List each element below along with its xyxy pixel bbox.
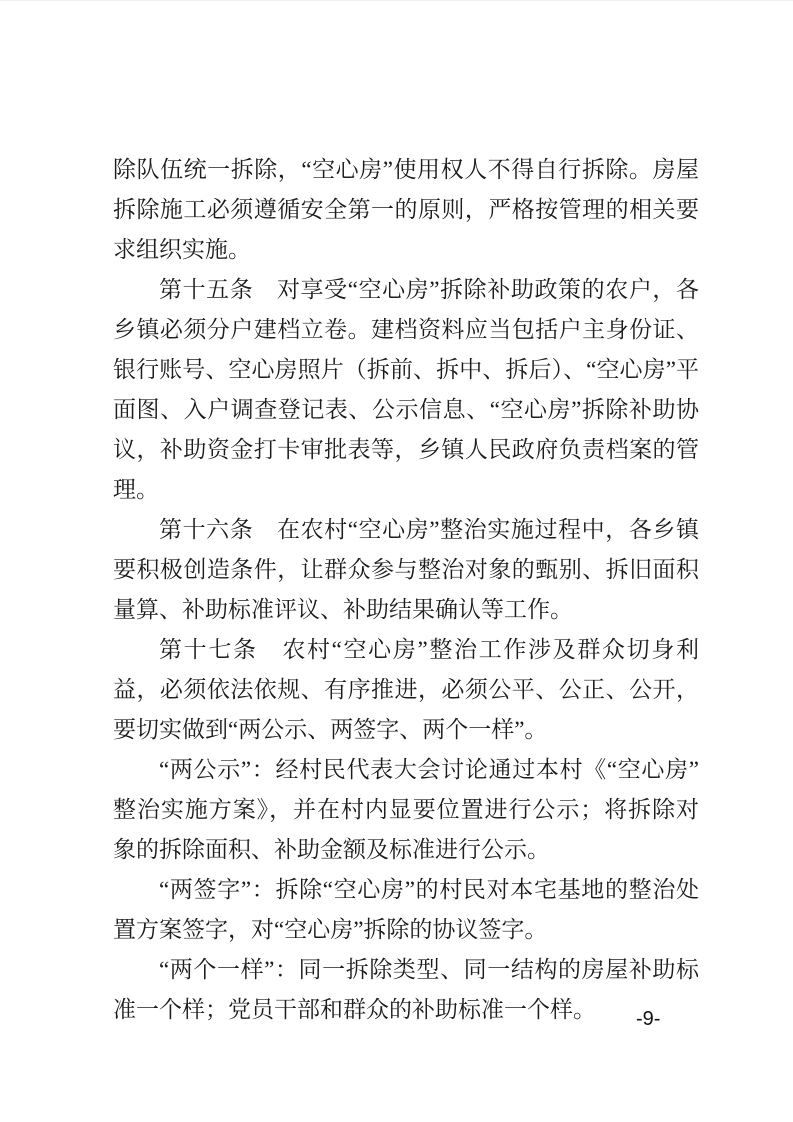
paragraph-two-signatures: “两签字”：拆除“空心房”的村民对本宅基地的整治处置方案签字，对“空心房”拆除的协议签字。: [113, 877, 699, 942]
document-body: [113, 150, 699, 1030]
paragraph-two-sames: “两个一样”：同一拆除类型、同一结构的房屋补助标准一个样；党员干部和群众的补助标准一个样。: [113, 957, 699, 1022]
paragraph-article-17: 第十七条 农村“空心房”整治工作涉及群众切身利益，必须依法依规、有序推进，必须公平、公正、公开，要切实做到“两公示、两签字、两个一样”。: [113, 637, 699, 742]
paragraph-continuation: 除队伍统一拆除，“空心房”使用权人不得自行拆除。房屋拆除施工必须遵循安全第一的原则，严格按管理的相关要求组织实施。: [113, 157, 699, 262]
paragraph-article-15: 第十五条 对享受“空心房”拆除补助政策的农户，各乡镇必须分户建档立卷。建档资料应当包括户主身份证、银行账号、空心房照片（拆前、拆中、拆后）、“空心房”平面图、入户调查登记表、公示信息、“空心房”拆除补助协议，补助资金打卡审批表等，乡镇人民政府负责档案的管理。: [113, 277, 699, 502]
page-number: -9-: [636, 1008, 661, 1030]
paragraph-article-16: 第十六条 在农村“空心房”整治实施过程中，各乡镇要积极创造条件，让群众参与整治对象的甄别、拆旧面积量算、补助标准评议、补助结果确认等工作。: [113, 517, 699, 622]
paragraph-two-publicities: “两公示”：经村民代表大会讨论通过本村《“空心房”整治实施方案》，并在村内显要位置进行公示；将拆除对象的拆除面积、补助金额及标准进行公示。: [113, 757, 699, 862]
